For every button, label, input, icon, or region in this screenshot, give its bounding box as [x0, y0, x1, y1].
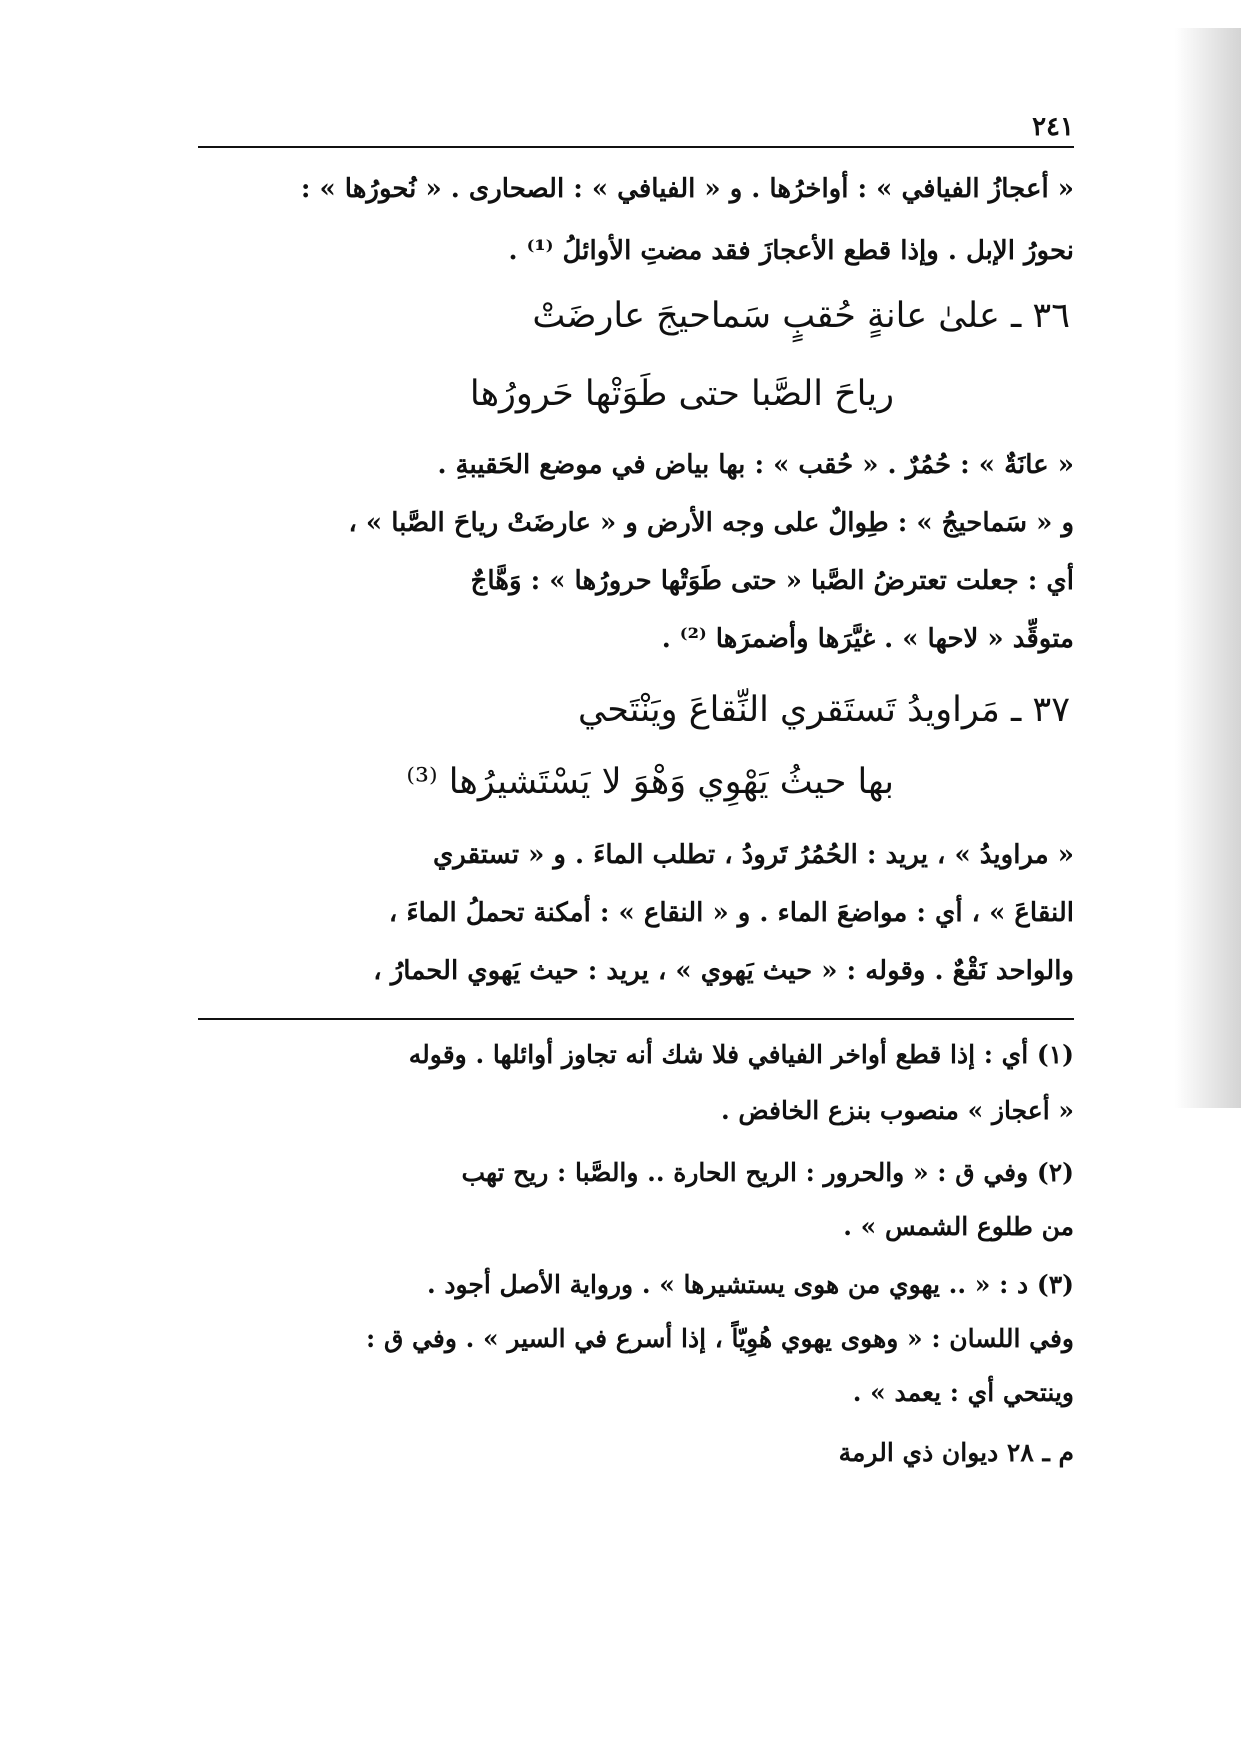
- verse-37-second-hemistich: بها حيثُ يَهْوِي وَهْوَ لا يَسْتَشيرُها ⁽³⁾: [406, 762, 894, 802]
- footnote-3-line-2: وفي اللسان : « وهوى يهوي هُوِيّاً ، إذا أسرع في السير » . وفي ق :: [366, 1324, 1074, 1353]
- footnote-1-line-1: (١) أي : إذا قطع أواخر الفيافي فلا شك أنه تجاوز أوائلها . وقوله: [408, 1040, 1074, 1069]
- page-number: ٢٤١: [1032, 112, 1074, 142]
- commentary-top-line-2: نحورُ الإبل . وإذا قطع الأعجازَ فقد مضتِ الأوائلُ ⁽¹⁾ .: [508, 236, 1074, 266]
- commentary-top-line-1: « أعجازُ الفيافي » : أواخرُها . و « الفيافي » : الصحارى . « نُحورُها » :: [300, 174, 1074, 204]
- footnote-rule: [198, 1018, 1074, 1020]
- footnote-1-line-2: « أعجاز » منصوب بنزع الخافض .: [720, 1096, 1074, 1125]
- verse-37-first-hemistich: ٣٧ ـ مَراويدُ تَستَقري النِّقاعَ ويَنْتَحي: [578, 690, 1070, 730]
- commentary-36-line-1: « عانَةٌ » : حُمُرٌ . « حُقب » : بها بياض في موضع الحَقيبةِ .: [437, 450, 1074, 480]
- commentary-36-line-3: أي : جعلت تعترضُ الصَّبا « حتى طَوَتْها حرورُها » : وَهَّاجٌ: [470, 566, 1074, 596]
- header-rule: [198, 146, 1074, 148]
- commentary-36-line-2: و « سَماحيجُ » : طِوالٌ على وجه الأرض و « عارضَتْ رياحَ الصَّبا » ،: [348, 508, 1074, 538]
- verse-36-second-hemistich: رياحَ الصَّبا حتى طَوَتْها حَرورُها: [469, 374, 894, 414]
- commentary-37-line-1: « مراويدُ » ، يريد : الحُمُرُ تَرودُ ، تطلب الماءَ . و « تستقري: [432, 840, 1074, 870]
- verse-36-first-hemistich: ٣٦ ـ علىٰ عانةٍ حُقبٍ سَماحيجَ عارضَتْ: [532, 296, 1070, 336]
- page-edge-shadow: [1175, 28, 1241, 1108]
- footnote-2-line-1: (٢) وفي ق : « والحرور : الريح الحارة .. والصَّبا : ريح تهب: [461, 1158, 1074, 1187]
- commentary-36-line-4: متوقِّد « لاحها » . غيَّرَها وأضمرَها ⁽²⁾ .: [661, 624, 1074, 654]
- footnote-3-line-1: (٣) د : « .. يهوي من هوى يستشيرها » . ورواية الأصل أجود .: [426, 1270, 1074, 1299]
- footnote-3-line-3: وينتحي أي : يعمد » .: [852, 1378, 1074, 1407]
- commentary-37-line-2: النقاعَ » ، أي : مواضعَ الماء . و « النقاع » : أمكنة تحملُ الماءَ ،: [388, 898, 1074, 928]
- footnote-2-line-2: من طلوع الشمس » .: [843, 1212, 1074, 1241]
- commentary-37-line-3: والواحد نَقْعٌ . وقوله : « حيث يَهوي » ، يريد : حيث يَهوي الحمارُ ،: [373, 956, 1074, 986]
- signature-mark: م ـ ٢٨ ديوان ذي الرمة: [838, 1438, 1074, 1467]
